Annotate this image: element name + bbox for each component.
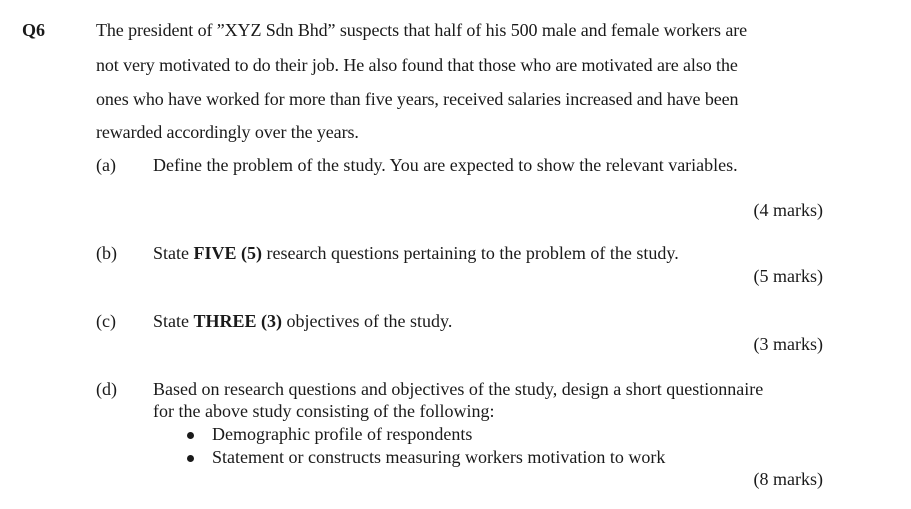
marks-label: (8 marks) <box>753 469 823 489</box>
marks-label: (3 marks) <box>753 334 823 354</box>
part-text <box>153 243 679 264</box>
part-label: (d) <box>96 379 117 399</box>
text-segment: research questions pertaining to the problem of the study. <box>262 243 679 263</box>
text-segment: State <box>153 311 194 331</box>
part-label: (a) <box>96 155 116 175</box>
marks-label: (4 marks) <box>753 200 823 220</box>
part-text-line: for the above study consisting of the following: <box>153 401 495 421</box>
part-text-line: Based on research questions and objectives of the study, design a short questionnaire <box>153 379 764 399</box>
part-label: (b) <box>96 243 117 263</box>
text-segment: State <box>153 243 194 263</box>
text-segment: objectives of the study. <box>282 311 453 331</box>
stem-line: ones who have worked for more than five years, received salaries increased and have been <box>96 89 739 109</box>
stem-line: not very motivated to do their job. He also found that those who are motivated are also the <box>96 55 738 75</box>
stem-line: The president of ”XYZ Sdn Bhd” suspects that half of his 500 male and female workers are <box>96 20 748 40</box>
bullet-dot-icon <box>187 455 194 462</box>
marks-label: (5 marks) <box>753 266 823 286</box>
bullet-item: Demographic profile of respondents <box>212 424 473 444</box>
question-number: Q6 <box>22 20 46 40</box>
part-text: Define the problem of the study. You are expected to show the relevant variables. <box>153 155 738 175</box>
part-text <box>153 311 452 332</box>
emphasis-text: FIVE (5) <box>193 243 262 263</box>
bullet-dot-icon <box>187 432 194 439</box>
emphasis-text: THREE (3) <box>193 311 283 331</box>
bullet-item: Statement or constructs measuring workers motivation to work <box>212 447 666 467</box>
part-label: (c) <box>96 311 116 331</box>
stem-line: rewarded accordingly over the years. <box>96 122 359 142</box>
